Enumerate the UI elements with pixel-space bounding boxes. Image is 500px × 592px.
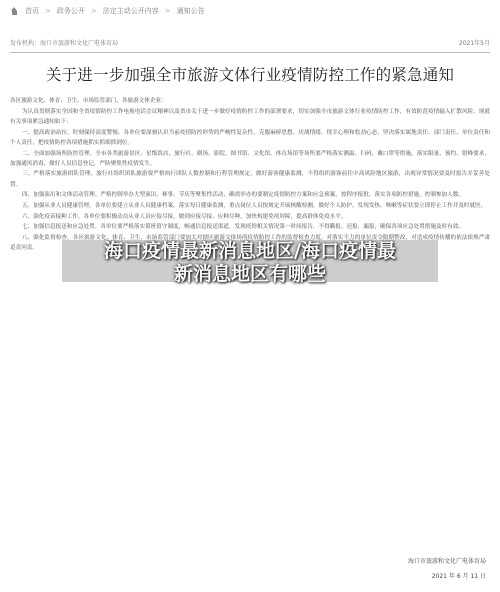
source-date: 2021年5月 (458, 40, 490, 47)
overlay-headline-line2: 新消息地区有哪些 (173, 263, 326, 285)
home-icon[interactable] (10, 7, 19, 16)
breadcrumb-item[interactable]: 政务公开 (56, 7, 85, 15)
notice-body (10, 96, 490, 254)
breadcrumb-item[interactable]: 首页 (25, 7, 39, 15)
paragraph: 五、加强从业人员健康管理。各单位要建立从业人员健康档案，落实每日健康监测，重点岗位人员按规定开展核酸检测，做好个人防护，发现发热、咳嗽等症状要立即停止工作并及时就医。 (22, 203, 487, 210)
paragraph: 三、严格落实旅游团队管理。旅行社组织团队旅游要严格执行团队人数控制和行程管理规定，做好游客健康监测，不得组织游客前往中高风险地区旅游，出现异常情况要及时报告并妥善处置。 (10, 171, 490, 188)
source-publisher: 发布机构：海口市旅游和文化广电体育局 (10, 40, 119, 47)
paragraph: 七、加强信息报送和应急处置。各单位要严格落实值班值守制度，畅通信息报送渠道，发现疫情相关情况第一时间报告，不得瞒报、迟报、漏报，确保各项应急处置措施及时有效。 (22, 224, 464, 231)
source-info (10, 38, 490, 50)
title-divider (10, 52, 490, 53)
paragraph: 一、提高政治站位，时刻保持高度警惕。各单位要深刻认识当前疫情防控形势的严峻性复杂性，克服麻痹思想、厌战情绪、侥幸心理和松劲心态，坚决落实属地责任、部门责任、单位责任和个人责任，把疫情防控各项措施抓实抓细抓到位。 (10, 129, 490, 146)
salutation: 各区旅游文化、体育、卫生、市场监管部门，各旅游文体企业： (10, 98, 167, 104)
paragraph: 八、强化监督检查。各区旅游文化、体育、卫生、市场监管部门要加大对辖区旅游文体场所疫情防控工作的监督检查力度，对落实不力的单位责令限期整改，对造成疫情传播的依法依规严肃追责问责。 (10, 235, 490, 252)
paragraph: 二、全面加强场所防控管理。全市各类旅游景区、星级饭店、旅行社、剧场、影院、图书馆、文化馆、体育场馆等场所要严格落实测温、扫码、戴口罩等措施，落实限量、预约、错峰要求，加强通风消毒，做好人员信息登记，严防聚集性疫情发生。 (10, 150, 490, 167)
signature-org: 海口市旅游和文化广电体育局 (407, 558, 486, 565)
paragraph: 为认真贯彻落实全国和全省疫情防控工作电视电话会议精神以及省市关于进一步做好疫情防控工作的部署要求，切实加强全市旅游文体行业疫情防控工作，有效防范疫情输入扩散风险，现就有关事项紧急通知如下： (10, 108, 490, 125)
breadcrumb-item[interactable]: 通知公告 (176, 7, 205, 15)
page-title: 关于进一步加强全市旅游文体行业疫情防控工作的紧急通知 (45, 66, 455, 84)
overlay-headline (62, 240, 438, 286)
paragraph: 六、强化疫苗接种工作。各单位要积极动员从业人员应接尽接，做到应接尽接、应种尽种，加快构建免疫屏障，提高群体免疫水平。 (22, 213, 347, 220)
breadcrumb-separator: > (164, 7, 171, 15)
overlay-headline-line1: 海口疫情最新消息地区/海口疫情最 (104, 240, 396, 262)
breadcrumb-separator: > (90, 7, 97, 15)
breadcrumb-separator: > (45, 7, 51, 15)
breadcrumb (0, 0, 500, 22)
paragraph: 四、加强演出和文体活动管理。严格控制举办大型演出、赛事、节庆等聚集性活动，确需举办的要制定疫情防控方案和应急预案，按程序报批，落实各项防控措施，控制参加人数。 (22, 192, 464, 199)
breadcrumb-item[interactable]: 法定主动公开内容 (102, 7, 159, 15)
signature-date: 2021 年 6 月 11 日 (431, 573, 486, 580)
